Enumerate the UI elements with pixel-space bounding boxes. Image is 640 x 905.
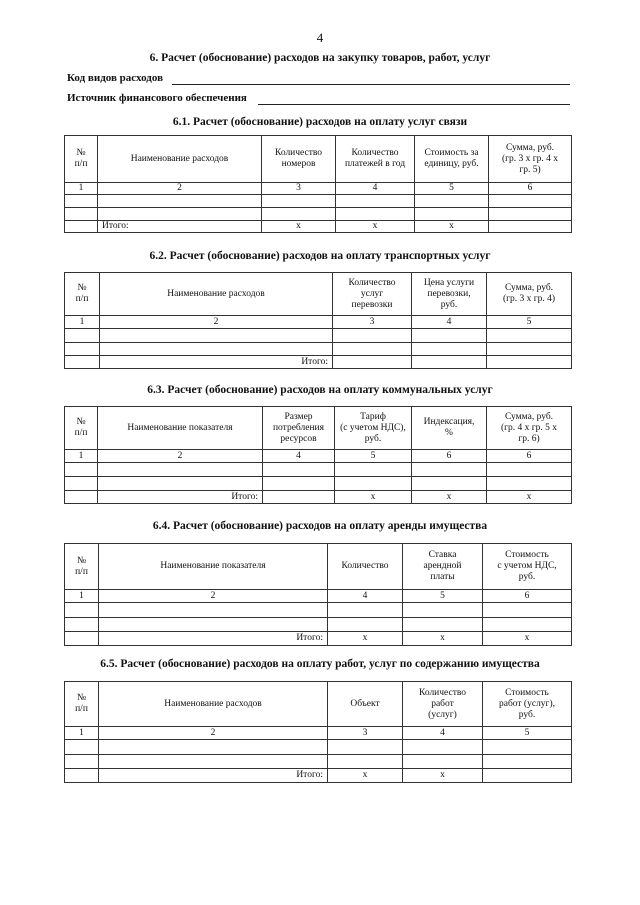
s61-h-num: № п/п [65,136,98,183]
s62-h-count: Количество услуг перевозки [333,273,412,316]
s61-h-payments: Количество платежей в год [336,136,415,183]
source-label: Источник финансового обеспечения [67,92,247,104]
section-title: 6. Расчет (обоснование) расходов на закупку товаров, работ, услуг [149,52,491,64]
code-label: Код видов расходов [67,72,164,84]
table-row [65,463,572,477]
s63-h-sum: Сумма, руб. (гр. 4 х гр. 5 х гр. 6) [487,407,572,450]
s63-n6: 6 [487,450,572,463]
source-field [258,104,570,105]
s62-header-row [65,273,572,316]
s62-total-row [65,356,572,369]
s65-total-label: Итого: [99,769,328,783]
s64-total-c5: х [483,632,572,646]
s65-total-row [65,769,572,783]
s63-total-row [65,491,572,504]
s63-h-tariff: Тариф (с учетом НДС), руб. [335,407,412,450]
s61-n1: 1 [65,183,98,195]
s63-h-name: Наименование показателя [98,407,263,450]
s65-header-row [65,682,572,727]
table-row [65,755,572,769]
s64-table [64,543,572,646]
s62-h-name: Наименование расходов [100,273,333,316]
s64-h-num: № п/п [65,544,99,590]
s63-total-c4: х [335,491,412,504]
s65-h-num: № п/п [65,682,99,727]
s64-h-rate: Ставка арендной платы [403,544,483,590]
s62-n4: 4 [412,316,487,329]
s61-title: 6.1. Расчет (обоснование) расходов на оплату услуг связи [172,116,468,128]
table-row [65,343,572,356]
s63-h-num: № п/п [65,407,98,450]
s64-total-c4: х [403,632,483,646]
s63-title: 6.3. Расчет (обоснование) расходов на оплату коммунальных услуг [147,384,493,396]
s65-h-object: Объект [328,682,403,727]
s64-h-name: Наименование показателя [99,544,328,590]
s63-total-c5: х [412,491,487,504]
s61-total-label: Итого: [98,221,262,233]
s64-n2: 2 [99,590,328,603]
code-field [172,84,570,85]
table-row [65,603,572,618]
s61-h-unit-cost: Стоимость за единицу, руб. [415,136,489,183]
s61-n3: 3 [262,183,336,195]
table-row [65,740,572,755]
table-row [65,195,572,208]
s64-total-c3: х [328,632,403,646]
s61-header-row [65,136,572,183]
s63-header-row [65,407,572,450]
s61-n4: 4 [336,183,415,195]
s65-total-c4: х [403,769,483,783]
s65-number-row [65,727,572,740]
s61-n2: 2 [98,183,262,195]
s61-number-row [65,183,572,195]
s61-h-name: Наименование расходов [98,136,262,183]
s64-header-row [65,544,572,590]
s63-table [64,406,572,504]
s63-n3: 4 [263,450,335,463]
table-row [65,329,572,343]
s61-n5: 5 [415,183,489,195]
s62-n2: 2 [100,316,333,329]
s65-n1: 1 [65,727,99,740]
s63-total-label: Итого: [98,491,263,504]
s62-n3: 3 [333,316,412,329]
s63-number-row [65,450,572,463]
s65-n3: 3 [328,727,403,740]
s63-h-indexation: Индексация, % [412,407,487,450]
s64-h-cost: Стоимость с учетом НДС, руб. [483,544,572,590]
s64-h-count: Количество [328,544,403,590]
s63-n1: 1 [65,450,98,463]
s62-table [64,272,572,369]
s61-total-c3: х [262,221,336,233]
s63-n5: 6 [412,450,487,463]
s65-h-name: Наименование расходов [99,682,328,727]
s62-h-sum: Сумма, руб. (гр. 3 х гр. 4) [487,273,572,316]
s62-h-price: Цена услуги перевозки, руб. [412,273,487,316]
s64-n3: 4 [328,590,403,603]
s65-table [64,681,572,783]
s62-n5: 5 [487,316,572,329]
s64-total-row [65,632,572,646]
s62-title: 6.2. Расчет (обоснование) расходов на оплату транспортных услуг [149,250,491,262]
s65-h-cost: Стоимость работ (услуг), руб. [483,682,572,727]
s62-number-row [65,316,572,329]
s64-total-label: Итого: [99,632,328,646]
table-row [65,477,572,491]
page-number: 4 [316,30,324,45]
s62-total-label: Итого: [100,356,333,369]
s61-h-sum: Сумма, руб. (гр. 3 х гр. 4 х гр. 5) [489,136,572,183]
s61-n6: 6 [489,183,572,195]
s61-table [64,135,572,233]
s61-total-c4: х [336,221,415,233]
s61-total-c5: х [415,221,489,233]
s61-total-row [65,221,572,233]
s64-n5: 6 [483,590,572,603]
s65-title: 6.5. Расчет (обоснование) расходов на оплату работ, услуг по содержанию имущества [100,658,540,670]
s63-h-consumption: Размер потребления ресурсов [263,407,335,450]
s64-number-row [65,590,572,603]
s65-n4: 4 [403,727,483,740]
s65-n2: 2 [99,727,328,740]
s64-n4: 5 [403,590,483,603]
s61-h-count: Количество номеров [262,136,336,183]
s65-n5: 5 [483,727,572,740]
table-row [65,618,572,632]
s62-h-num: № п/п [65,273,100,316]
s65-total-c3: х [328,769,403,783]
s64-n1: 1 [65,590,99,603]
s63-n4: 5 [335,450,412,463]
table-row [65,208,572,221]
s64-title: 6.4. Расчет (обоснование) расходов на оплату аренды имущества [152,520,488,532]
s62-n1: 1 [65,316,100,329]
s63-total-c6: х [487,491,572,504]
s65-h-work-count: Количество работ (услуг) [403,682,483,727]
s63-n2: 2 [98,450,263,463]
